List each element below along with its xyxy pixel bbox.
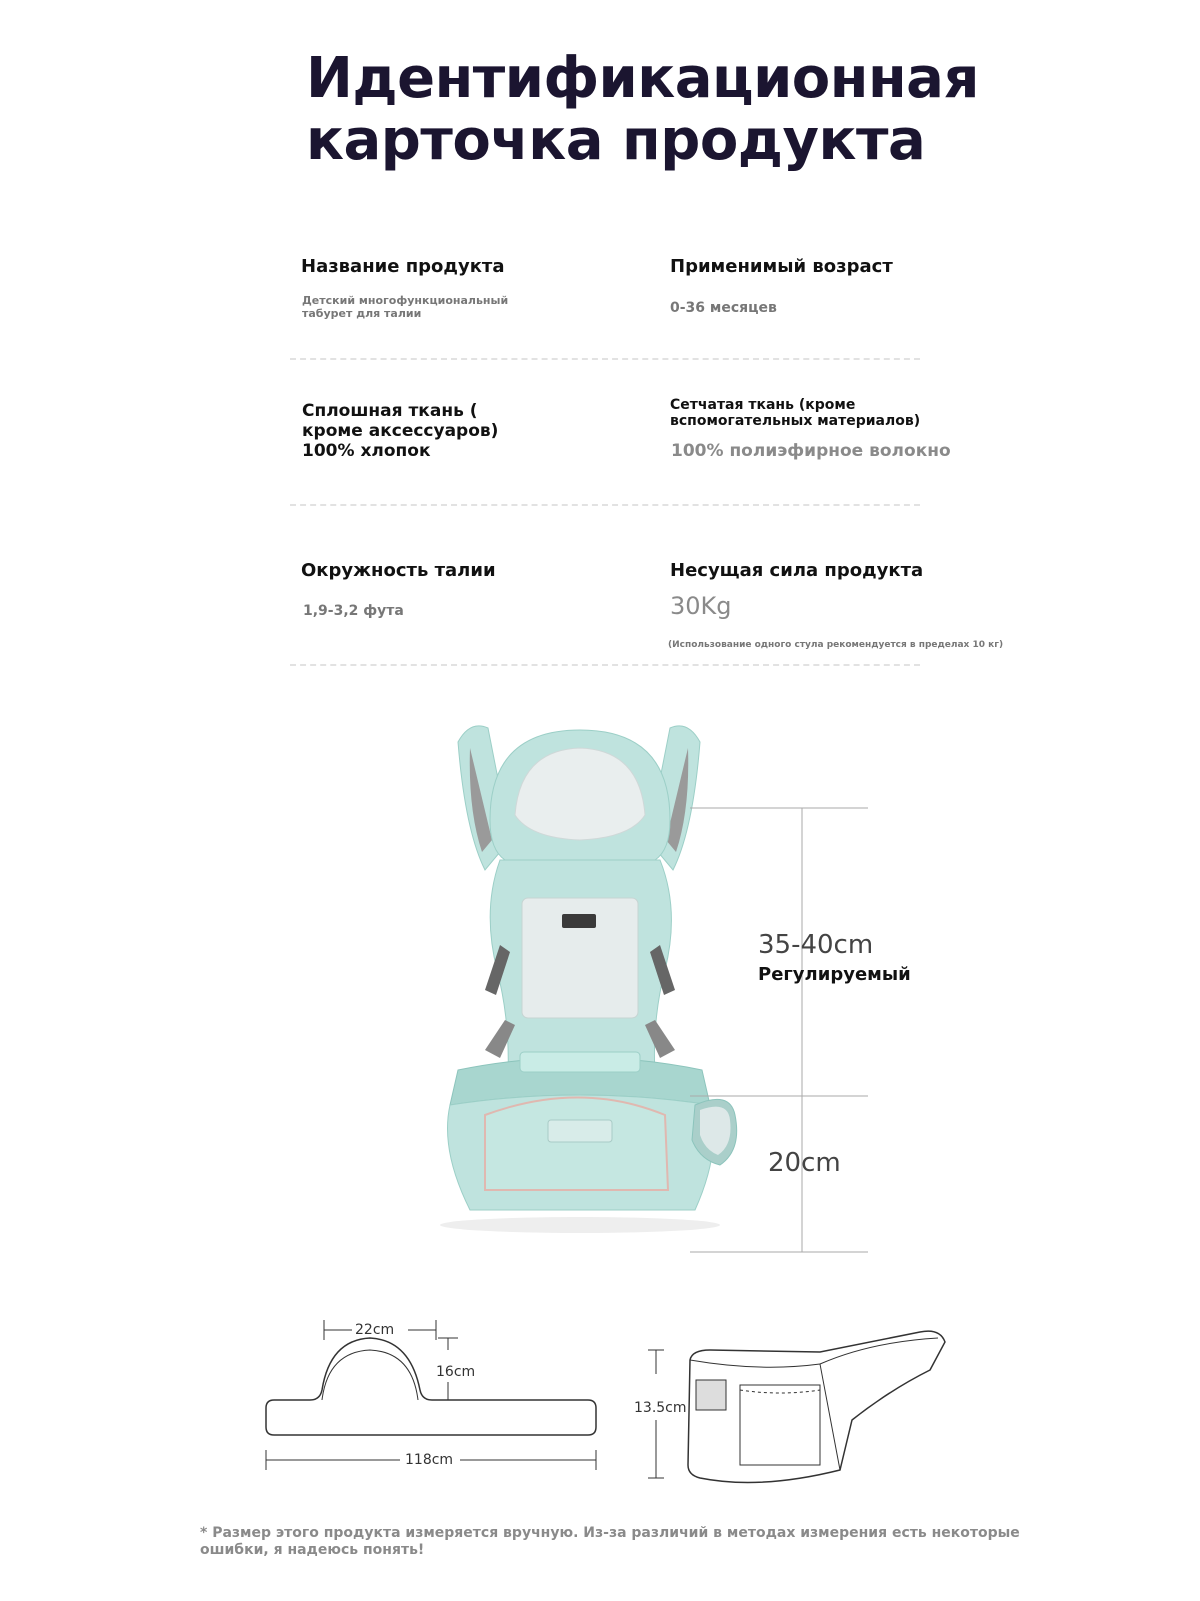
belt-length: 118cm bbox=[405, 1452, 454, 1468]
mesh-fabric-line2: вспомогательных материалов) bbox=[670, 413, 921, 429]
age-label: Применимый возраст bbox=[670, 256, 893, 277]
load-note: (Использование одного стула рекомендуется в пределах 10 кг) bbox=[668, 640, 1004, 650]
divider bbox=[290, 504, 920, 506]
waist-value: 1,9-3,2 фута bbox=[303, 603, 404, 619]
seat-diagram bbox=[640, 1330, 960, 1500]
age-value: 0-36 месяцев bbox=[670, 300, 777, 316]
page-title-line2: карточка продукта bbox=[306, 108, 926, 173]
product-name-value bbox=[302, 294, 508, 320]
solid-fabric-line3: 100% хлопок bbox=[302, 441, 431, 461]
mesh-fabric-label bbox=[670, 397, 920, 429]
belt-width: 22cm bbox=[355, 1322, 395, 1338]
seat-height: 13.5cm bbox=[634, 1400, 687, 1416]
divider bbox=[290, 664, 920, 666]
upper-dimension: 35-40cm bbox=[758, 930, 874, 960]
footer-line2: ошибки, я надеюсь понять! bbox=[200, 1542, 425, 1558]
upper-dimension-note: Регулируемый bbox=[758, 964, 911, 985]
product-name-label: Название продукта bbox=[301, 256, 505, 277]
product-name-value-line2: табурет для талии bbox=[302, 307, 422, 320]
mesh-fabric-value: 100% полиэфирное волокно bbox=[671, 441, 951, 461]
carrier-measure-lines bbox=[690, 780, 870, 1260]
product-name-value-line1: Детский многофункциональный bbox=[302, 294, 509, 307]
solid-fabric-label bbox=[302, 401, 498, 461]
lower-dimension: 20cm bbox=[768, 1148, 841, 1178]
load-label: Несущая сила продукта bbox=[670, 560, 924, 581]
solid-fabric-line1: Сплошная ткань ( bbox=[302, 401, 478, 421]
footer-note bbox=[200, 1525, 1020, 1559]
solid-fabric-line2: кроме аксессуаров) bbox=[302, 421, 499, 441]
footer-line1: * Размер этого продукта измеряется вручную. Из-за различий в методах измерения есть некоторые bbox=[200, 1525, 1020, 1541]
mesh-fabric-line1: Сетчатая ткань (кроме bbox=[670, 397, 856, 413]
divider bbox=[290, 358, 920, 360]
page-title bbox=[306, 48, 979, 172]
waist-label: Окружность талии bbox=[301, 560, 496, 581]
page-title-line1: Идентификационная bbox=[306, 46, 979, 111]
load-value: 30Kg bbox=[670, 592, 732, 620]
belt-diagram bbox=[260, 1320, 610, 1500]
belt-height: 16cm bbox=[436, 1364, 476, 1380]
